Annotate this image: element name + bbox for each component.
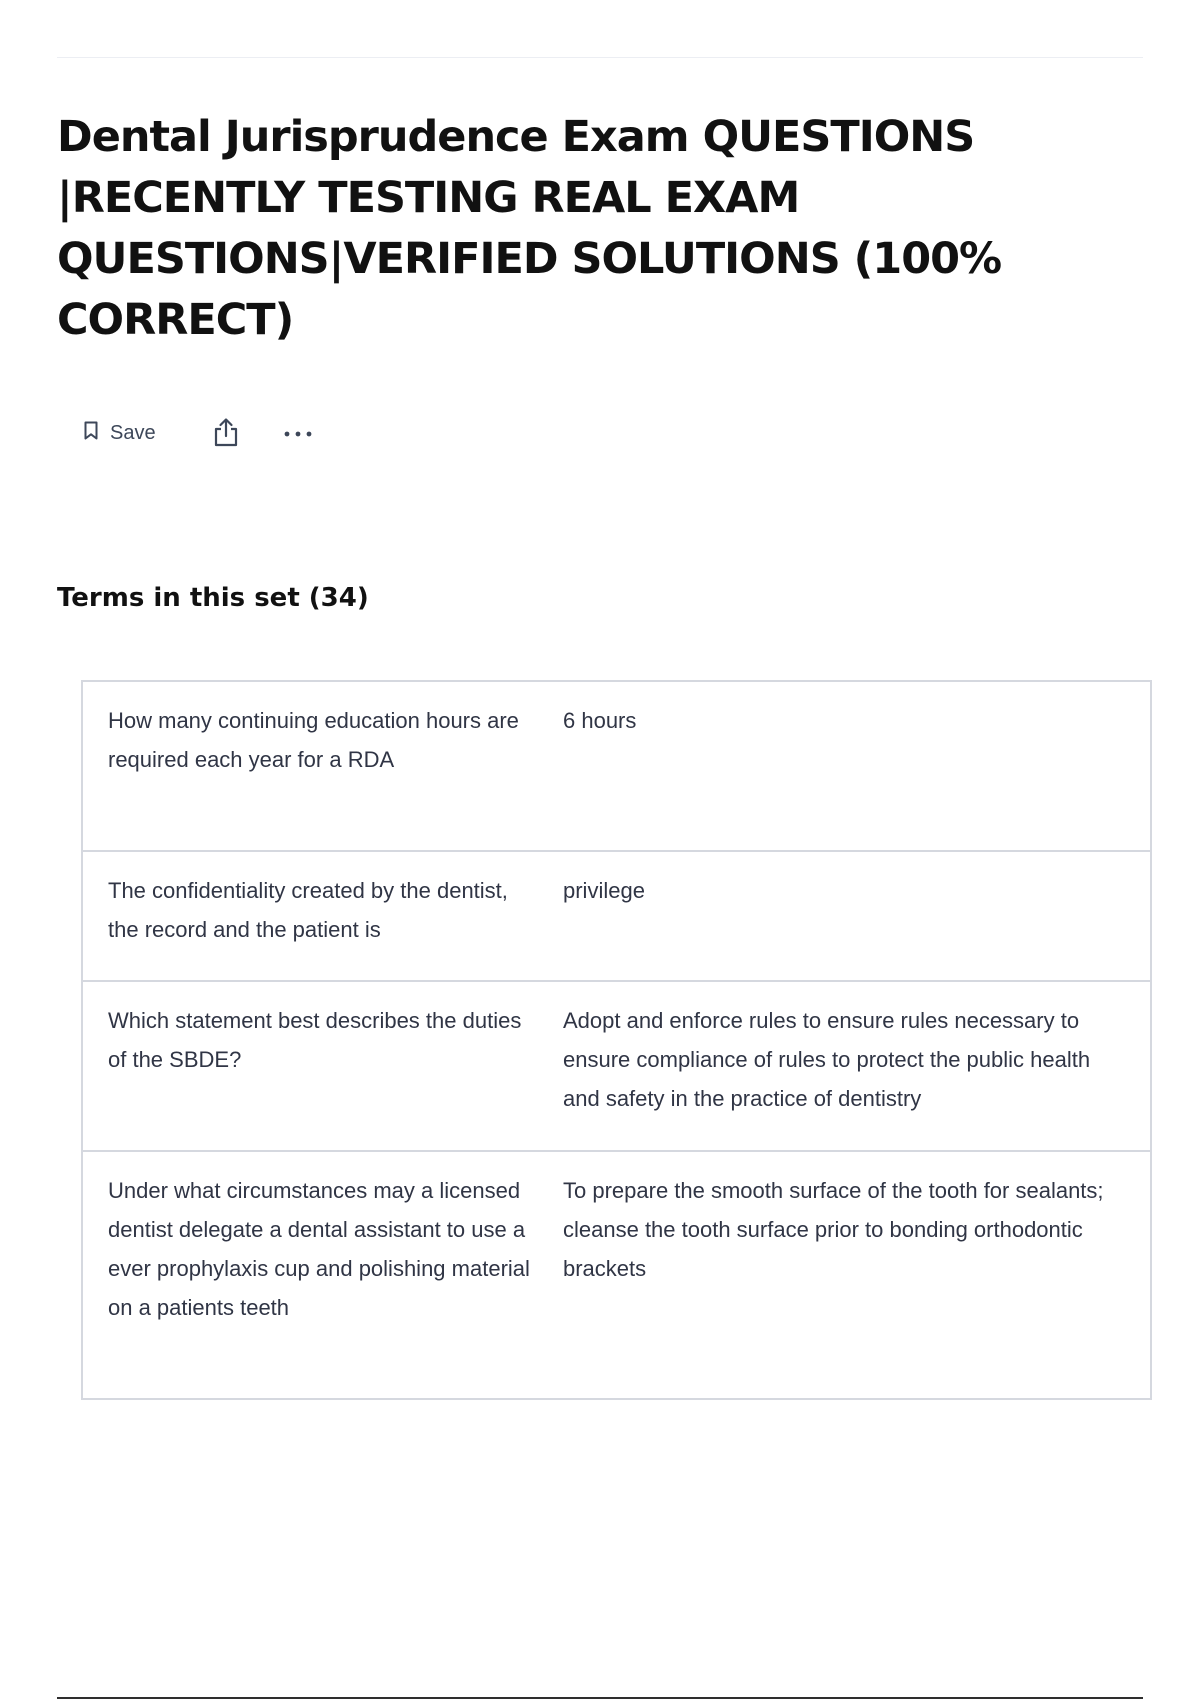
bookmark-icon: [84, 421, 98, 446]
top-divider: [57, 57, 1143, 58]
term-question: Which statement best describes the duties of the SBDE?: [108, 1008, 522, 1072]
term-question: The confidentiality created by the dentist, the record and the patient is: [108, 878, 508, 942]
more-options-button[interactable]: [278, 412, 318, 454]
save-button[interactable]: [84, 412, 156, 454]
share-icon: [213, 417, 239, 450]
terms-list: [81, 680, 1152, 1400]
term-question: How many continuing education hours are required each year for a RDA: [108, 708, 519, 772]
term-row: [83, 1152, 1150, 1400]
term-answer: Adopt and enforce rules to ensure rules necessary to ensure compliance of rules to protect the public health and safety in the practice of dentistry: [563, 1008, 1091, 1111]
term-row: [83, 982, 1150, 1152]
terms-section-title: Terms in this set (34): [57, 583, 369, 613]
action-bar: [84, 412, 318, 454]
term-answer: 6 hours: [563, 708, 637, 733]
term-row: [83, 852, 1150, 982]
share-button[interactable]: [206, 412, 246, 454]
more-icon: [283, 426, 313, 441]
term-question: Under what circumstances may a licensed dentist delegate a dental assistant to use a ever prophylaxis cup and polishing material on a patients teeth: [108, 1178, 530, 1320]
page-title: Dental Jurisprudence Exam QUESTIONS |RECENTLY TESTING REAL EXAM QUESTIONS|VERIFIED SOLUTIONS (100% CORRECT): [57, 112, 1002, 345]
term-row: [83, 682, 1150, 852]
term-answer: privilege: [563, 878, 645, 903]
save-label: Save: [110, 421, 156, 444]
bottom-divider: [57, 1697, 1143, 1699]
term-answer: To prepare the smooth surface of the tooth for sealants; cleanse the tooth surface prior to bonding orthodontic brackets: [563, 1178, 1104, 1281]
